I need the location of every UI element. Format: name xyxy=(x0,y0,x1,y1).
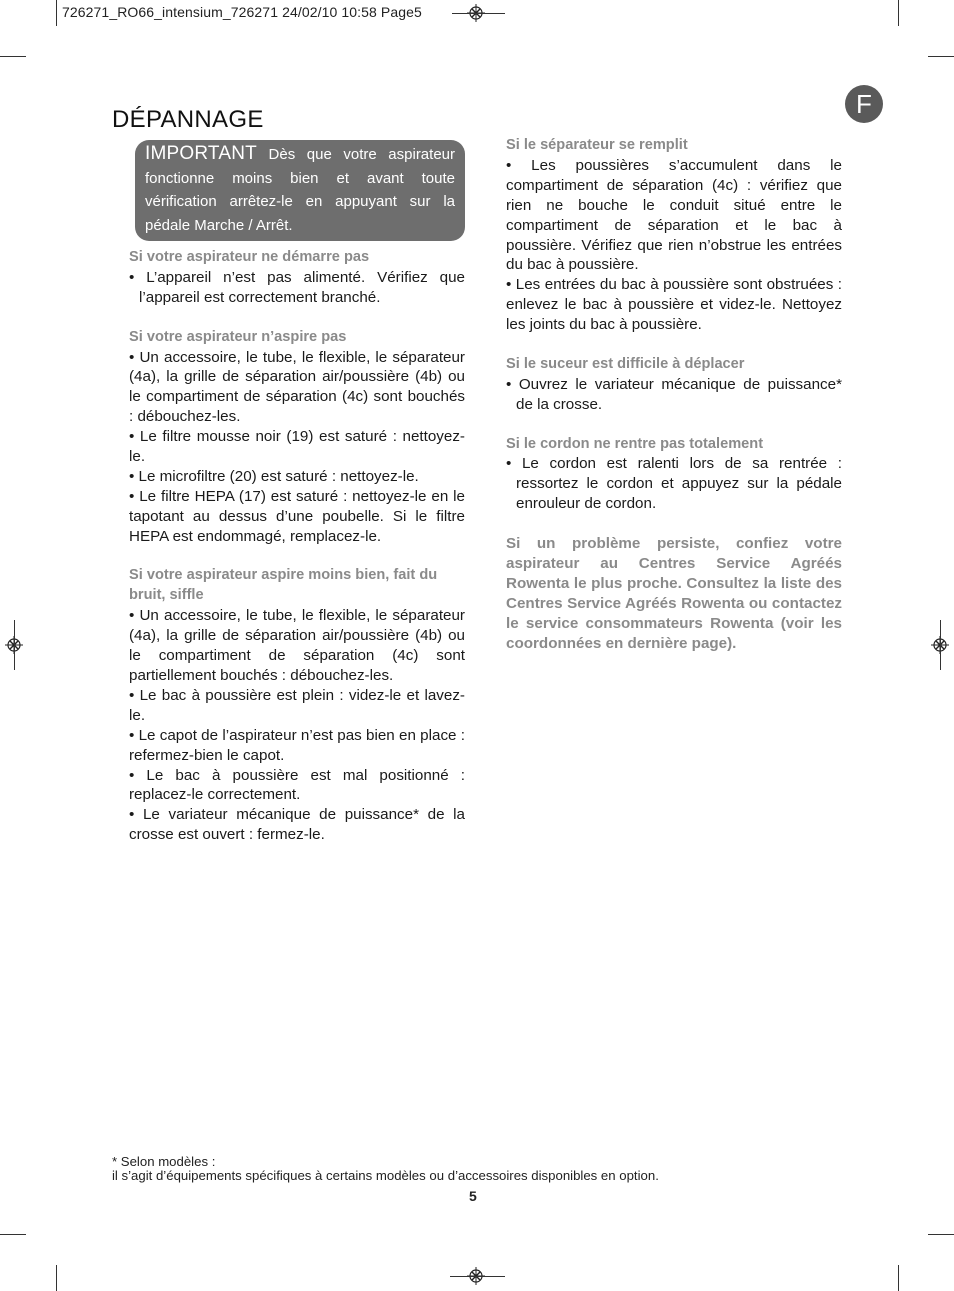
section-ne-demarre-pas xyxy=(129,248,465,308)
crop-mark-bottom-left-v xyxy=(56,1265,57,1291)
footnote-line-2: il s’agit d’équipements spécifiques à certains modèles ou d’accessoires disponibles en option. xyxy=(112,1168,659,1183)
page-number: 5 xyxy=(469,1188,477,1204)
important-callout xyxy=(135,140,465,241)
crop-mark-bottom-right-v xyxy=(898,1265,899,1291)
section-aspire-moins-bien xyxy=(129,566,465,845)
section-cordon-ne-rentre-pas xyxy=(506,435,842,515)
crop-mark-bottom-right-h xyxy=(928,1234,954,1235)
list-item: • Le cordon est ralenti lors de sa rentrée : ressortez le cordon et appuyez sur la pédale enrouleur de cordon. xyxy=(506,455,842,513)
list-item: • Le variateur mécanique de puissance* de la crosse est ouvert : fermez-le. xyxy=(129,806,465,844)
registration-line-top xyxy=(452,13,505,14)
list-item: • Un accessoire, le tube, le flexible, le séparateur (4a), la grille de séparation air/poussière (4b) ou le compartiment de séparation (4c) sont bouchés : débouchez-les. xyxy=(129,348,465,426)
section-separateur-se-remplit xyxy=(506,136,842,335)
list-item: • Les poussières s’accumulent dans le compartiment de séparation (4c) : vérifiez que rien ne bouche le conduit situé entre le compartiment de séparation et le bac à poussière. Vérifiez que rien n’obstrue les entrées du bac à poussière. xyxy=(506,156,842,274)
list-item: • Ouvrez le variateur mécanique de puissance* de la crosse. xyxy=(506,375,842,413)
section-heading: Si le cordon ne rentre pas totalement xyxy=(506,435,764,452)
crop-mark-bottom-left-h xyxy=(0,1234,26,1235)
footnote xyxy=(112,1155,659,1183)
section-n-aspire-pas xyxy=(129,328,465,547)
final-note: Si un problème persiste, confiez votre aspirateur au Centres Service Agréés Rowenta le plus proche. Consultez la liste des Centres Service Agréés Rowenta ou contactez le service consommateurs Rowenta (voir les coordonnées en dernière page). xyxy=(506,535,842,652)
important-label: IMPORTANT xyxy=(145,143,257,164)
section-heading: Si votre aspirateur n’aspire pas xyxy=(129,328,347,345)
list-item: • Les entrées du bac à poussière sont obstruées : enlevez le bac à poussière et videz-le. Nettoyez les joints du bac à poussière. xyxy=(506,276,842,334)
section-heading: Si le séparateur se remplit xyxy=(506,137,688,153)
section-heading: Si le suceur est difficile à déplacer xyxy=(506,355,745,372)
important-text: Dès que votre aspirateur fonctionne moins bien et avant toute vérification arrêtez-le en appuyant sur la pédale Marche / Arrêt. xyxy=(145,146,455,234)
section-heading: Si votre aspirateur ne démarre pas xyxy=(129,249,370,265)
list-item: • Un accessoire, le tube, le flexible, le séparateur (4a), la grille de séparation air/poussière (4b) ou le compartiment de séparation (4c) sont partiellement bouchés : débouchez-les. xyxy=(129,607,465,684)
list-item: • Le filtre HEPA (17) est saturé : nettoyez-le en le tapotant au dessus d’une poubelle. Si le filtre HEPA est endommagé, remplacez-le. xyxy=(129,487,465,545)
crop-mark-top-left-v xyxy=(56,0,57,26)
registration-line-left xyxy=(14,620,15,670)
left-column xyxy=(129,248,465,845)
registration-line-right xyxy=(940,620,941,670)
list-item: • L’appareil n’est pas alimenté. Vérifiez que l’appareil est correctement branché. xyxy=(129,268,465,306)
language-badge: F xyxy=(845,85,883,123)
crop-mark-top-left-h xyxy=(0,56,26,57)
list-item: • Le capot de l’aspirateur n’est pas bien en place : refermez-bien le capot. xyxy=(129,726,465,764)
list-item: • Le filtre mousse noir (19) est saturé : nettoyez-le. xyxy=(129,428,465,466)
print-slug: 726271_RO66_intensium_726271 24/02/10 10:58 Page5 xyxy=(62,4,422,20)
section-heading: Si votre aspirateur aspire moins bien, fait du bruit, siffle xyxy=(129,567,438,604)
list-item: • Le microfiltre (20) est saturé : nettoyez-le. xyxy=(129,467,419,485)
footnote-line-1: * Selon modèles : xyxy=(112,1154,216,1169)
right-column xyxy=(506,136,842,654)
section-suceur-difficile xyxy=(506,355,842,415)
crop-mark-top-right-v xyxy=(898,0,899,26)
registration-line-bottom xyxy=(450,1276,505,1277)
list-item: • Le bac à poussière est mal positionné : replacez-le correctement. xyxy=(129,766,465,804)
page-title: DÉPANNAGE xyxy=(112,106,264,133)
crop-mark-top-right-h xyxy=(928,56,954,57)
list-item: • Le bac à poussière est plein : videz-le et lavez-le. xyxy=(129,686,465,724)
